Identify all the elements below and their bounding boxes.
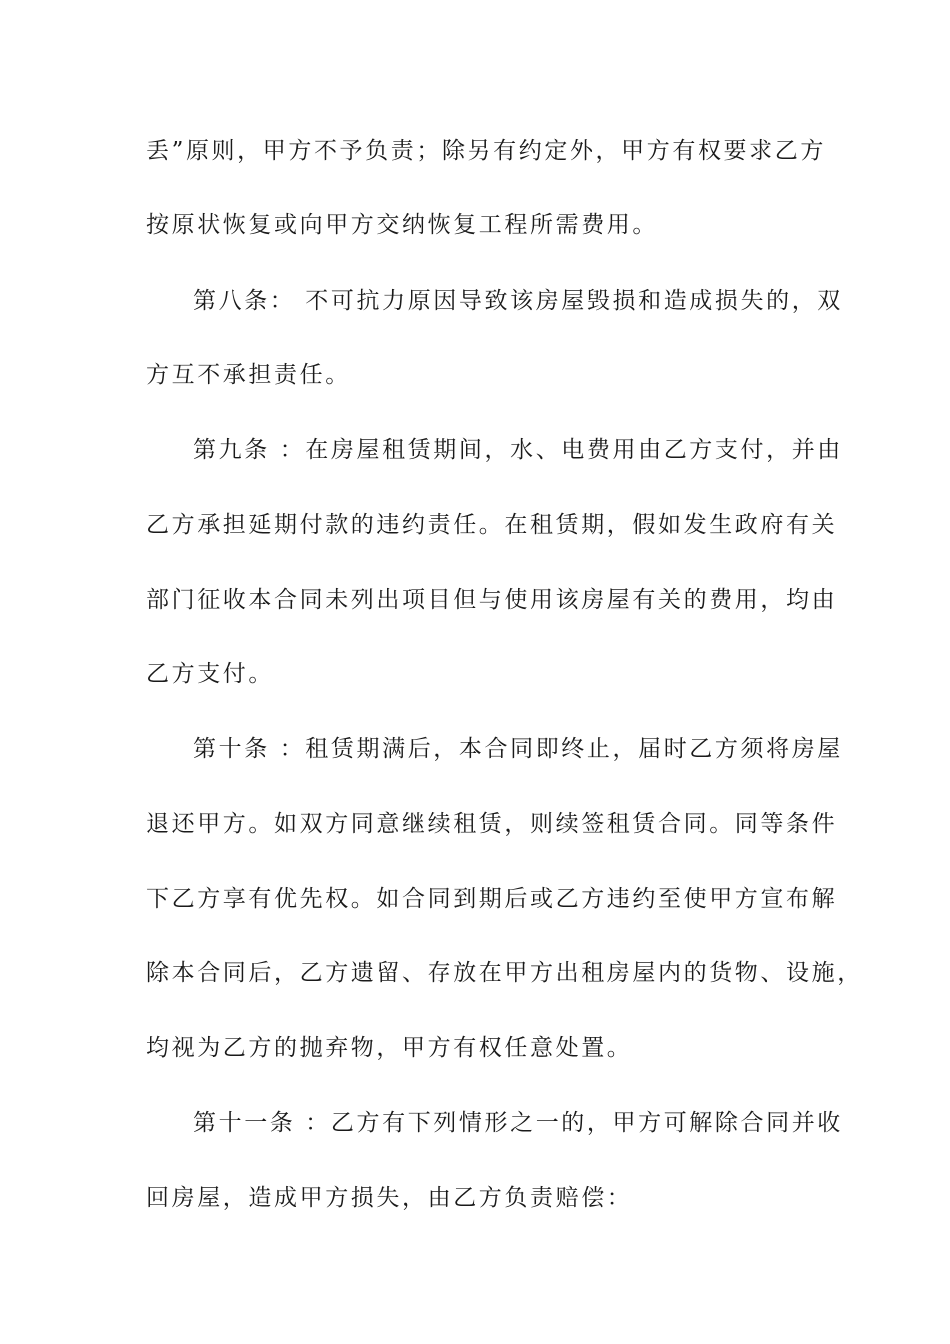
text-line: 下乙方享有优先权。如合同到期后或乙方违约至使甲方宣布解 bbox=[146, 886, 838, 912]
text-line: 退还甲方。如双方同意继续租赁，则续签租赁合同。同等条件 bbox=[146, 811, 838, 837]
text-line: 均视为乙方的抛弃物，甲方有权任意处置。 bbox=[146, 1035, 633, 1061]
article-9-heading-line: 第九条 ：在房屋租赁期间，水、电费用由乙方支付，并由 bbox=[193, 437, 843, 463]
text-line: 丢”原则，甲方不予负责；除另有约定外，甲方有权要求乙方 bbox=[146, 138, 826, 164]
text-line: 除本合同后，乙方遗留、存放在甲方出租房屋内的货物、设施， bbox=[146, 960, 863, 986]
text-line: 回房屋，造成甲方损失，由乙方负责赔偿： bbox=[146, 1185, 633, 1211]
text-line: 乙方支付。 bbox=[146, 661, 274, 687]
text-line: 方互不承担责任。 bbox=[146, 362, 351, 388]
article-8-heading-line: 第八条： 不可抗力原因导致该房屋毁损和造成损失的，双 bbox=[193, 288, 843, 314]
text-line: 部门征收本合同未列出项目但与使用该房屋有关的费用，均由 bbox=[146, 587, 838, 613]
article-10-heading-line: 第十条 ：租赁期满后，本合同即终止，届时乙方须将房屋 bbox=[193, 736, 843, 762]
text-line: 按原状恢复或向甲方交纳恢复工程所需费用。 bbox=[146, 212, 658, 238]
text-line: 乙方承担延期付款的违约责任。在租赁期，假如发生政府有关 bbox=[146, 512, 838, 538]
article-11-heading-line: 第十一条 ：乙方有下列情形之一的，甲方可解除合同并收 bbox=[193, 1110, 843, 1136]
